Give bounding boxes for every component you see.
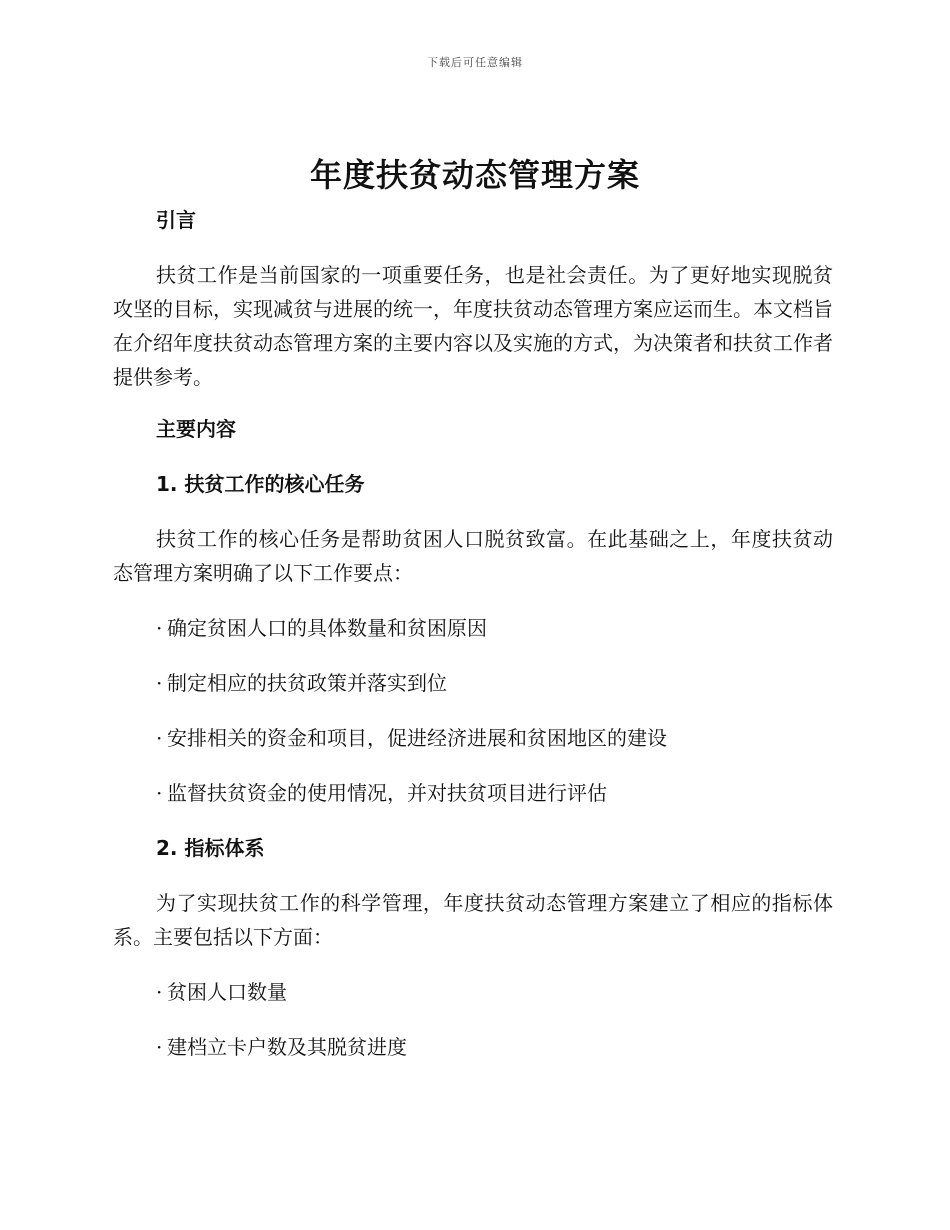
document-title: 年度扶贫动态管理方案 [309,156,640,194]
header-note: 下载后可任意编辑 [427,56,523,69]
list-item [113,721,833,755]
bullet-dot: · [156,1035,163,1059]
list-item-text: 制定相应的扶贫政策并落实到位 [167,671,447,695]
document-body [113,203,833,1085]
list-item-text: 确定贫困人口的具体数量和贫困原因 [167,616,487,640]
intro-heading: 引言 [156,208,196,232]
bullet-dot: · [156,671,163,695]
section-1-heading: 1. 扶贫工作的核心任务 [156,472,365,496]
list-item [113,1030,833,1064]
main-content-heading: 主要内容 [156,417,236,441]
bullet-dot: · [156,781,163,805]
section-1-paragraph: 扶贫工作的核心任务是帮助贫困人口脱贫致富。在此基础之上，年度扶贫动态管理方案明确了以下工作要点： [113,527,833,585]
list-item [113,611,833,645]
bullet-dot: · [156,726,163,750]
list-item-text: 监督扶贫资金的使用情况，并对扶贫项目进行评估 [167,781,607,805]
intro-paragraph: 扶贫工作是当前国家的一项重要任务，也是社会责任。为了更好地实现脱贫攻坚的目标，实现减贫与进展的统一，年度扶贫动态管理方案应运而生。本文档旨在介绍年度扶贫动态管理方案的主要内容以及实施的方式，为决策者和扶贫工作者提供参考。 [113,263,833,389]
list-item-text: 安排相关的资金和项目，促进经济进展和贫困地区的建设 [167,726,667,750]
list-item-text: 贫困人口数量 [167,980,287,1004]
bullet-dot: · [156,980,163,1004]
list-item [113,776,833,810]
section-2-heading: 2. 指标体系 [156,836,265,860]
list-item [113,666,833,700]
bullet-dot: · [156,616,163,640]
list-item-text: 建档立卡户数及其脱贫进度 [167,1035,407,1059]
list-item [113,975,833,1009]
section-2-paragraph: 为了实现扶贫工作的科学管理，年度扶贫动态管理方案建立了相应的指标体系。主要包括以下方面： [113,891,833,949]
